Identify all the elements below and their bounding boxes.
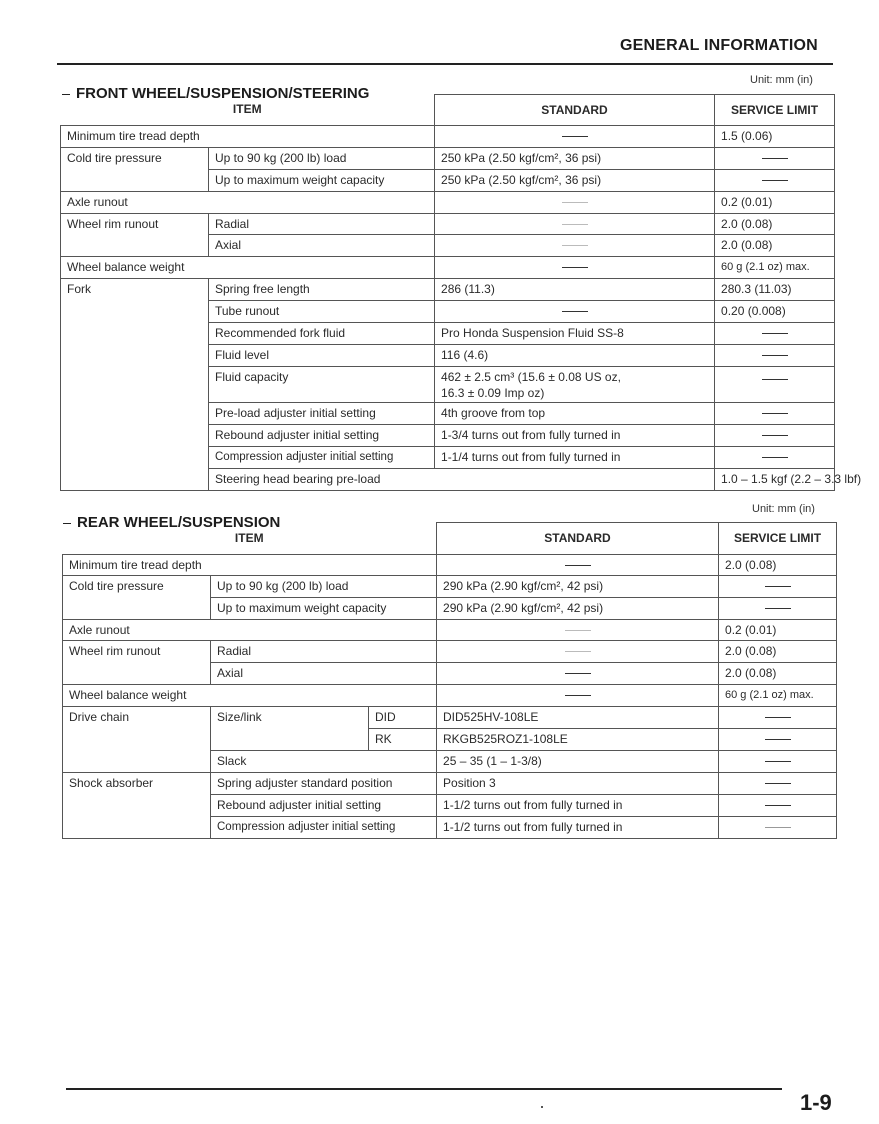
front-fluid-level-limit	[715, 345, 835, 367]
front-fluid-rec-limit	[715, 323, 835, 345]
front-fluid-cap: Fluid capacity	[209, 367, 435, 403]
rear-title-tick	[63, 523, 71, 524]
rear-rim-axial-std	[437, 663, 719, 685]
front-title-tick	[62, 94, 70, 95]
rear-did: DID	[369, 707, 437, 729]
front-compression-std: 1-1/4 turns out from fully turned in	[435, 447, 715, 469]
front-preload: Pre-load adjuster initial setting	[209, 403, 435, 425]
front-unit-label: Unit: mm (in)	[750, 74, 813, 86]
front-cold-tire-max-limit	[715, 170, 835, 192]
front-col-item: ITEM	[61, 95, 435, 126]
front-balance: Wheel balance weight	[61, 257, 435, 279]
front-cold-tire-90-limit	[715, 148, 835, 170]
rear-min-tread-std	[437, 555, 719, 576]
footer-rule	[66, 1088, 782, 1090]
front-axle-limit: 0.2 (0.01)	[715, 192, 835, 214]
front-cold-tire: Cold tire pressure	[61, 148, 209, 192]
rear-min-tread-limit: 2.0 (0.08)	[719, 555, 837, 576]
front-col-limit: SERVICE LIMIT	[715, 95, 835, 126]
rear-rim-radial: Radial	[211, 641, 437, 663]
front-spring-limit: 280.3 (11.03)	[715, 279, 835, 301]
front-rim: Wheel rim runout	[61, 214, 209, 257]
front-rim-axial-limit: 2.0 (0.08)	[715, 235, 835, 257]
front-fluid-level-std: 116 (4.6)	[435, 345, 715, 367]
rear-rim: Wheel rim runout	[63, 641, 211, 685]
front-tube-std	[435, 301, 715, 323]
rear-slack-std: 25 – 35 (1 – 1-3/8)	[437, 751, 719, 773]
rear-axle: Axle runout	[63, 620, 437, 641]
rear-axle-std	[437, 620, 719, 641]
front-rim-radial-std	[435, 214, 715, 235]
front-rim-radial-limit: 2.0 (0.08)	[715, 214, 835, 235]
rear-compression-std: 1-1/2 turns out from fully turned in	[437, 817, 719, 839]
rear-slack-limit	[719, 751, 837, 773]
rear-rk: RK	[369, 729, 437, 751]
rear-rebound: Rebound adjuster initial setting	[211, 795, 437, 817]
front-col-standard: STANDARD	[435, 95, 715, 126]
rear-rim-radial-std	[437, 641, 719, 663]
rear-did-limit	[719, 707, 837, 729]
header-rule	[57, 63, 833, 65]
rear-col-limit: SERVICE LIMIT	[719, 523, 837, 555]
front-cold-tire-max-std: 250 kPa (2.50 kgf/cm², 36 psi)	[435, 170, 715, 192]
rear-rim-axial-limit: 2.0 (0.08)	[719, 663, 837, 685]
rear-unit-label: Unit: mm (in)	[752, 503, 815, 515]
rear-rebound-limit	[719, 795, 837, 817]
front-axle: Axle runout	[61, 192, 435, 214]
rear-cold-tire-max: Up to maximum weight capacity	[211, 598, 437, 620]
rear-cold-tire: Cold tire pressure	[63, 576, 211, 620]
rear-rim-radial-limit: 2.0 (0.08)	[719, 641, 837, 663]
front-cold-tire-max: Up to maximum weight capacity	[209, 170, 435, 192]
rear-rk-std: RKGB525ROZ1-108LE	[437, 729, 719, 751]
rear-spring-pos-limit	[719, 773, 837, 795]
front-tube-limit: 0.20 (0.008)	[715, 301, 835, 323]
rear-col-item: ITEM	[63, 523, 437, 555]
rear-cold-tire-max-limit	[719, 598, 837, 620]
page-header-title: GENERAL INFORMATION	[620, 37, 818, 54]
front-fluid-rec: Recommended fork fluid	[209, 323, 435, 345]
rear-balance-limit: 60 g (2.1 oz) max.	[719, 685, 837, 707]
rear-rk-limit	[719, 729, 837, 751]
rear-slack: Slack	[211, 751, 437, 773]
front-fluid-cap-std	[435, 367, 715, 403]
rear-cold-tire-90-limit	[719, 576, 837, 598]
front-balance-limit: 60 g (2.1 oz) max.	[715, 257, 835, 279]
rear-balance: Wheel balance weight	[63, 685, 437, 707]
rear-did-std: DID525HV-108LE	[437, 707, 719, 729]
front-spring: Spring free length	[209, 279, 435, 301]
front-rebound-limit	[715, 425, 835, 447]
front-balance-std	[435, 257, 715, 279]
front-cold-tire-90-std: 250 kPa (2.50 kgf/cm², 36 psi)	[435, 148, 715, 170]
rear-rebound-std: 1-1/2 turns out from fully turned in	[437, 795, 719, 817]
front-rebound-std: 1-3/4 turns out from fully turned in	[435, 425, 715, 447]
front-axle-std	[435, 192, 715, 214]
rear-rim-axial: Axial	[211, 663, 437, 685]
front-min-tread: Minimum tire tread depth	[61, 126, 435, 148]
front-section-title-text: FRONT WHEEL/SUSPENSION/STEERING	[76, 85, 370, 102]
front-spec-table	[60, 94, 862, 491]
front-rim-radial: Radial	[209, 214, 435, 235]
front-rebound: Rebound adjuster initial setting	[209, 425, 435, 447]
rear-spring-pos-std: Position 3	[437, 773, 719, 795]
rear-compression: Compression adjuster initial setting	[211, 817, 437, 839]
rear-col-standard: STANDARD	[437, 523, 719, 555]
front-fluid-cap-std-line1: 462 ± 2.5 cm³ (15.6 ± 0.08 US oz,	[441, 370, 621, 384]
rear-cold-tire-max-std: 290 kPa (2.90 kgf/cm², 42 psi)	[437, 598, 719, 620]
front-fluid-rec-std: Pro Honda Suspension Fluid SS-8	[435, 323, 715, 345]
rear-chain: Drive chain	[63, 707, 211, 773]
front-steering-std: 1.0 – 1.5 kgf (2.2 – 3.3 lbf)	[715, 469, 835, 491]
front-fluid-level: Fluid level	[209, 345, 435, 367]
rear-spec-table	[62, 522, 837, 839]
page-number: 1-9	[800, 1090, 832, 1115]
front-section-title	[56, 85, 375, 102]
front-preload-std: 4th groove from top	[435, 403, 715, 425]
front-compression: Compression adjuster initial setting	[209, 447, 435, 469]
front-fluid-cap-limit	[715, 367, 835, 403]
rear-axle-limit: 0.2 (0.01)	[719, 620, 837, 641]
front-min-tread-limit: 1.5 (0.06)	[715, 126, 835, 148]
front-min-tread-std	[435, 126, 715, 148]
rear-shock: Shock absorber	[63, 773, 211, 839]
rear-section-title	[57, 514, 286, 531]
rear-size: Size/link	[211, 707, 369, 751]
rear-spring-pos: Spring adjuster standard position	[211, 773, 437, 795]
front-spring-std: 286 (11.3)	[435, 279, 715, 301]
rear-cold-tire-90-std: 290 kPa (2.90 kgf/cm², 42 psi)	[437, 576, 719, 598]
front-fork: Fork	[61, 279, 209, 491]
front-compression-limit	[715, 447, 835, 469]
front-rim-axial: Axial	[209, 235, 435, 257]
front-cold-tire-90: Up to 90 kg (200 lb) load	[209, 148, 435, 170]
front-tube: Tube runout	[209, 301, 435, 323]
front-fluid-cap-std-line2: 16.3 ± 0.09 Imp oz)	[441, 386, 545, 400]
front-steering: Steering head bearing pre-load	[209, 469, 715, 491]
front-rim-axial-std	[435, 235, 715, 257]
rear-section-title-text: REAR WHEEL/SUSPENSION	[77, 514, 281, 531]
front-preload-limit	[715, 403, 835, 425]
footer-dot	[541, 1106, 543, 1108]
rear-compression-limit	[719, 817, 837, 839]
rear-cold-tire-90: Up to 90 kg (200 lb) load	[211, 576, 437, 598]
rear-balance-std	[437, 685, 719, 707]
rear-min-tread: Minimum tire tread depth	[63, 555, 437, 576]
